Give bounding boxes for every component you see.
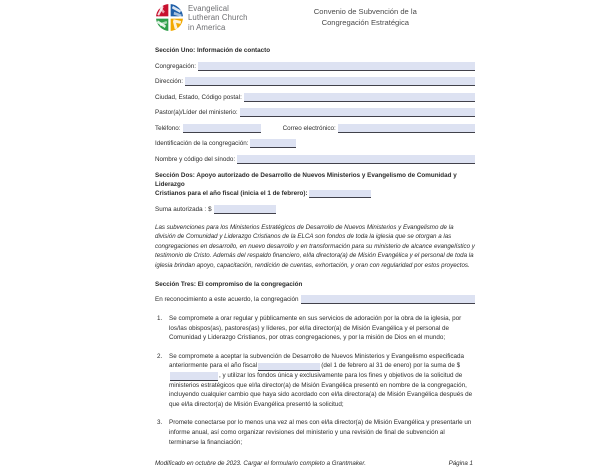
input-acknowledgement-congregation[interactable] xyxy=(301,295,475,304)
list-item xyxy=(155,352,475,410)
label-email: Correo electrónico: xyxy=(282,124,336,132)
label-pastor-leader: Pastor(a)/Líder del ministerio: xyxy=(155,109,238,116)
input-phone[interactable] xyxy=(183,124,261,133)
field-row-synod xyxy=(155,155,475,164)
input-email[interactable] xyxy=(338,124,475,133)
document-title-line-2: Congregación Estratégica xyxy=(321,18,409,27)
list-item xyxy=(155,314,475,343)
list-item-number-2: 2. xyxy=(157,352,163,360)
logo-line-1: Evangelical xyxy=(188,4,229,13)
footer-note: Modificado en octubre de 2023. Cargar el formulario completo a Grantmaker. xyxy=(155,460,366,468)
label-authorized-amount: Suma autorizada : xyxy=(155,205,207,213)
input-fiscal-year[interactable] xyxy=(309,190,371,199)
input-address[interactable] xyxy=(185,77,475,86)
field-row-congregation xyxy=(155,62,475,71)
elca-logo-wordmark xyxy=(188,3,248,32)
section-two-heading-line-2: Cristianos para el año fiscal (inicia el 1 de febrero): xyxy=(155,189,308,197)
list-item-number-3: 3. xyxy=(157,419,163,427)
section-two-italic-paragraph: Las subvenciones para los Ministerios Estratégicos de Desarrollo de Nuevos Ministerios y Evangelismo de la división de Comunidad y Liderazgo Cristianos de la ELCA son fondos de toda la iglesia que se otorgan a las congregaciones en desarrollo, en nuevo desarrollo y en transformación para su ministerio de alcance evangelístico y testimonio de Cristo. Además del respaldo financiero, el/la directora(a) de Misión Evangélica y el personal de toda la iglesia brindan apoyo, capacitación, rendición de cuentas, exhortación, y oran con regularidad por estos proyectos. xyxy=(155,223,475,269)
elca-logo xyxy=(155,3,248,32)
currency-symbol: $ xyxy=(208,205,212,213)
input-congregation[interactable] xyxy=(198,62,475,71)
input-authorized-amount[interactable] xyxy=(214,205,276,214)
input-pastor-leader[interactable] xyxy=(240,108,475,117)
list-item-text-3: Promete conectarse por lo menos una vez al mes con el/la director(a) de Misión Evangélica y presentarle un informe anual, así como organizar revisiones del ministerio y una revisión de final de subvención al terminarse la financiación; xyxy=(169,419,472,446)
logo-line-2: Lutheran Church xyxy=(188,13,248,23)
label-acknowledgement: En reconocimiento a este acuerdo, la congregación xyxy=(155,296,299,304)
field-row-address xyxy=(155,77,475,86)
document-title-line-1: Convenio de Subvención de la xyxy=(313,7,417,16)
input-item2-fiscal-year[interactable] xyxy=(258,363,320,372)
list-item-number-1: 1. xyxy=(157,315,163,323)
field-row-congregation-id xyxy=(155,139,475,148)
input-item2-amount[interactable] xyxy=(170,372,218,381)
label-address: Dirección: xyxy=(155,78,183,85)
field-row-authorized-amount xyxy=(155,205,475,214)
input-city-state-zip[interactable] xyxy=(244,93,475,102)
field-row-phone-email xyxy=(155,124,475,133)
label-city-state-zip: Ciudad, Estado, Código postal: xyxy=(155,93,242,101)
section-three-heading: Sección Tres: El compromiso de la congregación xyxy=(155,280,303,288)
label-congregation: Congregación: xyxy=(155,62,196,70)
document-title xyxy=(248,3,475,28)
field-row-city-state-zip xyxy=(155,93,475,102)
logo-line-3: in America xyxy=(188,22,226,32)
field-row-pastor-leader xyxy=(155,108,475,117)
list-item-2-part-2: (del 1 de febrero al 31 de enero) por la suma de $ xyxy=(321,362,461,370)
elca-cross-logo-icon xyxy=(155,3,184,32)
label-phone: Teléfono: xyxy=(155,124,181,132)
label-synod: Nombre y código del sínodo: xyxy=(155,155,236,163)
list-item xyxy=(155,418,475,447)
input-congregation-id[interactable] xyxy=(250,139,296,148)
input-synod[interactable] xyxy=(237,155,475,164)
field-row-acknowledgement xyxy=(155,295,475,304)
list-item-text-1: Se compromete a orar regular y públicamente en sus servicios de adoración por la obra de la iglesia, por los/las obispos(as), pastores(as) y líderes, por el/la director(a) de Misión Evangélica y el personal de Comunidad y Liderazgo Cristianos, por otras congregaciones, y por la misión de Dios en el mundo; xyxy=(169,315,462,342)
section-one-heading: Sección Uno: Información de contacto xyxy=(155,47,271,54)
list-item-2-part-1: Se compromete a aceptar la subvención de Desarrollo de Nuevos Ministerios y Evangelismo especificada anteriormente para el año fiscal xyxy=(169,352,465,370)
document-header xyxy=(155,0,475,43)
commitment-list xyxy=(155,314,475,447)
document-footer xyxy=(155,459,475,468)
footer-page-number: Página 1 xyxy=(448,460,473,468)
section-two-heading-line-1: Sección Dos: Apoyo autorizado de Desarrollo de Nuevos Ministerios y Evangelismo de Comunidad y Liderazgo xyxy=(155,171,457,188)
list-item-text-2 xyxy=(169,352,475,410)
section-two-heading xyxy=(155,171,475,199)
list-item-2-part-3: , y utilizar los fondos única y exclusivamente para los fines y objetivos de la solicitud de ministerios estratégicos que el/la director(a) de Misión Evangélica presentó en nombre de la congregación, incluyendo cualquier cambio que haya sido acordado con el/la directora(a) de Misión Evangélica después de que el/la director(a) de Misión Evangélica presentó la solicitud; xyxy=(169,372,473,408)
section-two-heading-line-2-wrap xyxy=(155,189,475,198)
label-congregation-id: Identificación de la congregación: xyxy=(155,140,249,147)
page-content xyxy=(155,0,475,468)
